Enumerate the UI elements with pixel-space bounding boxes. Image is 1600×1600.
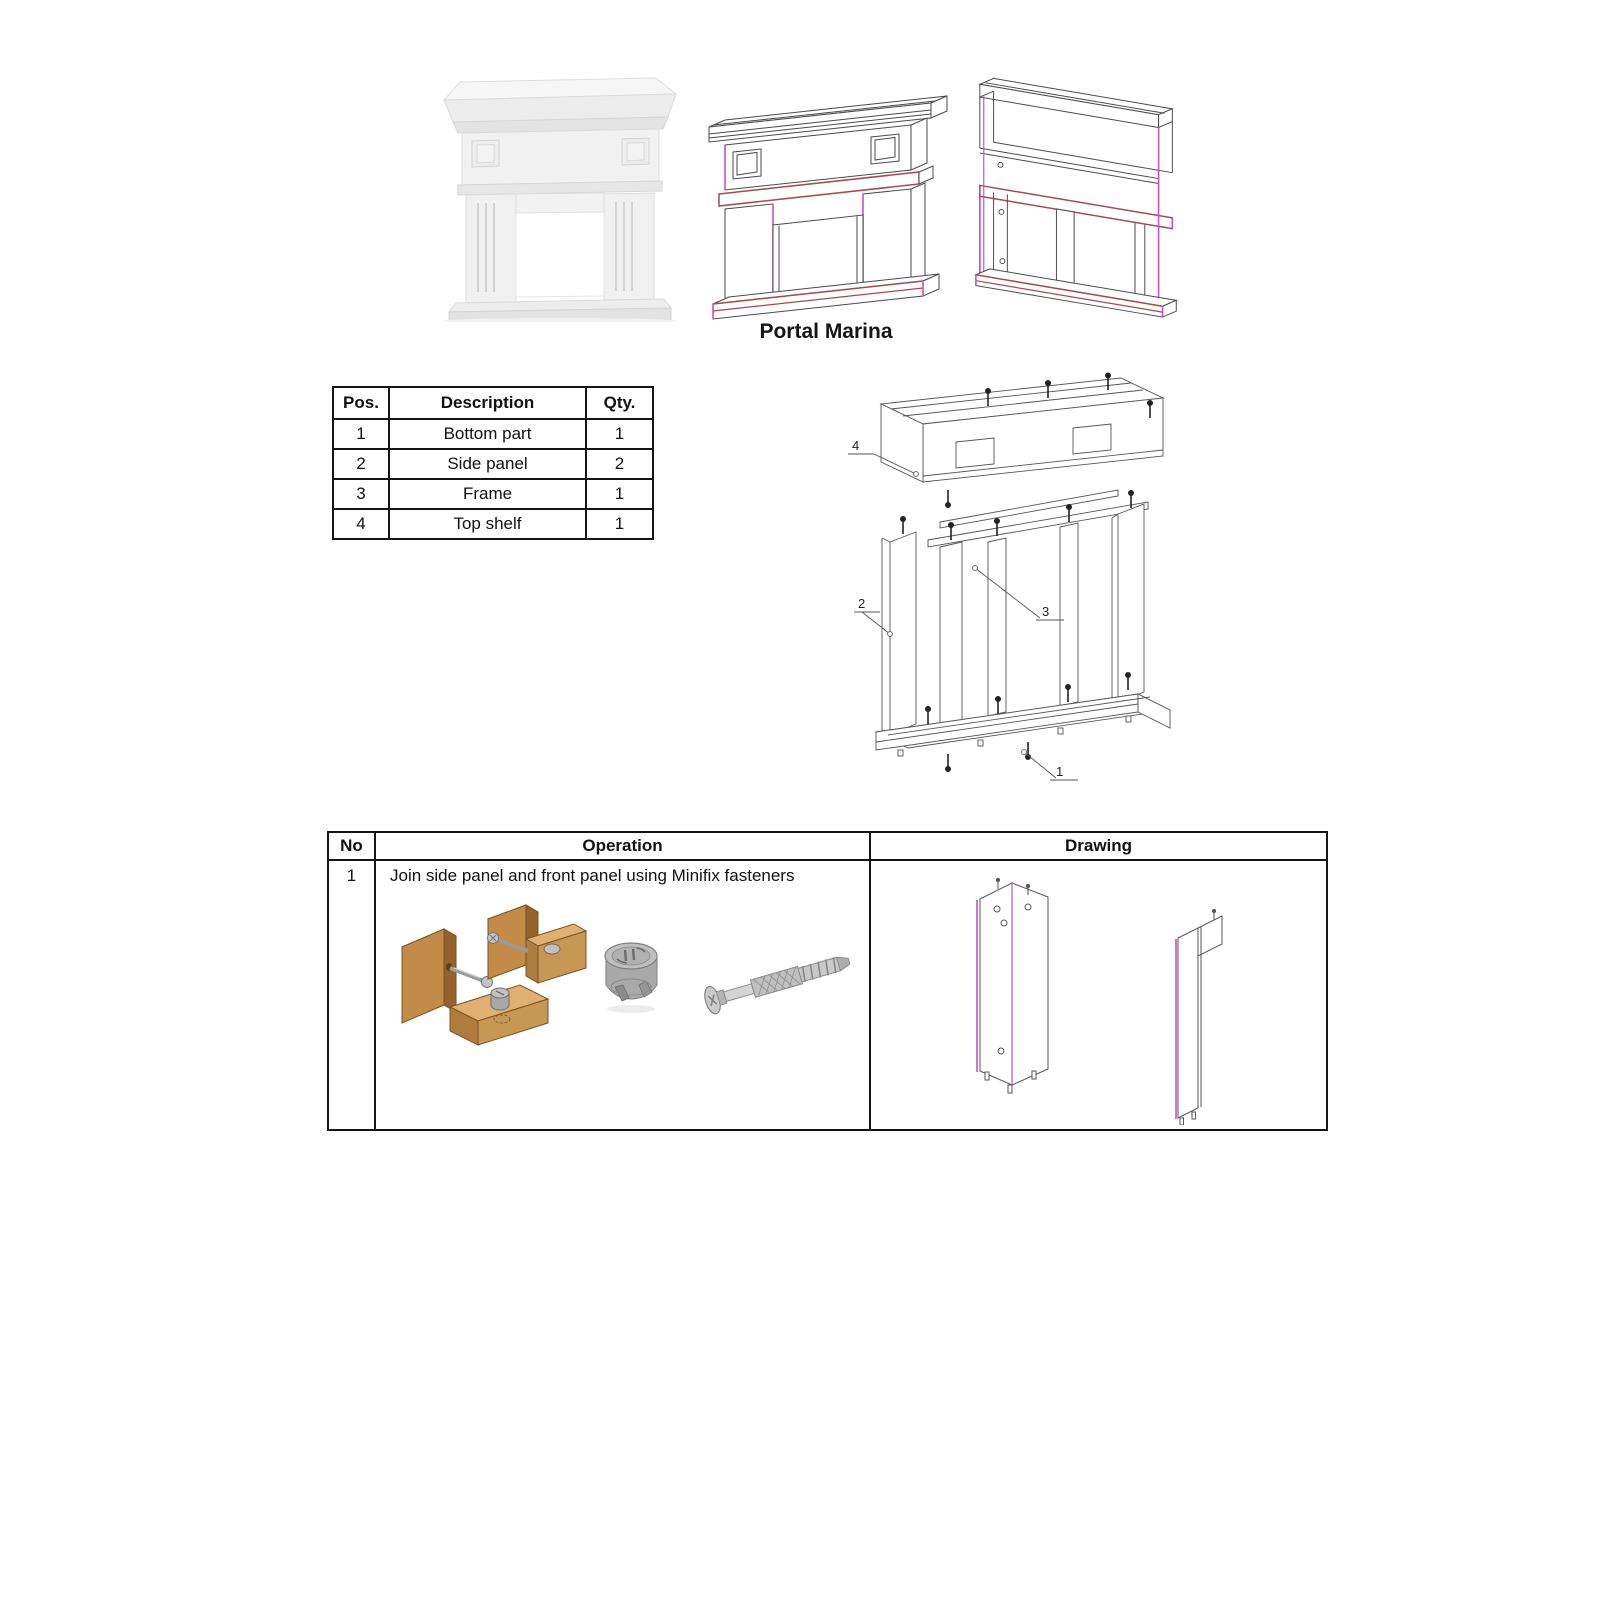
parts-table-header-row — [333, 387, 653, 419]
portal-back-cad-drawing — [968, 45, 1193, 320]
parts-table-row — [333, 419, 653, 449]
minifix-joining-diagram — [392, 887, 587, 1062]
parts-col-qty: Qty. — [586, 387, 653, 419]
operation-number: 1 — [328, 860, 375, 1130]
portal-front-cad-svg — [705, 55, 950, 320]
part-description: Side panel — [389, 449, 586, 479]
minifix-bolt-photo — [697, 927, 855, 1037]
ops-col-drawing: Drawing — [870, 832, 1327, 860]
parts-table-row — [333, 509, 653, 539]
part-description: Bottom part — [389, 419, 586, 449]
parts-col-pos: Pos. — [333, 387, 389, 419]
part-description: Top shelf — [389, 509, 586, 539]
minifix-bolt-svg — [697, 927, 855, 1037]
callout-label-side-panel: 2 — [858, 596, 866, 611]
ops-col-operation: Operation — [375, 832, 870, 860]
minifix-cam-svg — [599, 937, 664, 1015]
operation-text: Join side panel and front panel using Minifix fasteners — [390, 866, 795, 885]
portal-front-cad-drawing — [705, 55, 950, 320]
parts-table-row — [333, 479, 653, 509]
side-panel-svg — [1170, 900, 1235, 1125]
portal-back-cad-svg — [968, 45, 1193, 320]
ops-col-no: No — [328, 832, 375, 860]
part-pos: 1 — [333, 419, 389, 449]
fireplace-portal-photo — [430, 50, 690, 322]
minifix-cam-photo — [599, 937, 664, 1015]
part-pos: 2 — [333, 449, 389, 479]
callout-label-bottom-part: 1 — [1056, 764, 1064, 779]
part-qty: 1 — [586, 479, 653, 509]
minifix-joining-svg — [392, 887, 587, 1062]
exploded-assembly-diagram — [828, 372, 1178, 787]
parts-col-description: Description — [389, 387, 586, 419]
parts-table-row — [333, 449, 653, 479]
operations-header-row — [328, 832, 1327, 860]
fireplace-portal-photo-render — [430, 50, 690, 322]
part-qty: 2 — [586, 449, 653, 479]
operation-row — [328, 860, 1327, 1130]
operations-table — [327, 831, 1328, 1131]
operation-cell — [375, 860, 870, 1130]
joined-panels-svg — [970, 867, 1065, 1095]
side-panel-drawing — [1170, 900, 1235, 1125]
part-qty: 1 — [586, 419, 653, 449]
part-pos: 3 — [333, 479, 389, 509]
part-pos: 4 — [333, 509, 389, 539]
callout-label-frame: 3 — [1042, 604, 1050, 619]
callout-label-top-shelf: 4 — [852, 438, 860, 453]
part-description: Frame — [389, 479, 586, 509]
exploded-assembly-svg — [828, 372, 1178, 787]
parts-table — [332, 386, 654, 540]
joined-panels-drawing — [970, 867, 1065, 1095]
drawing-cell — [870, 860, 1327, 1130]
product-title: Portal Marina — [759, 320, 893, 343]
part-qty: 1 — [586, 509, 653, 539]
